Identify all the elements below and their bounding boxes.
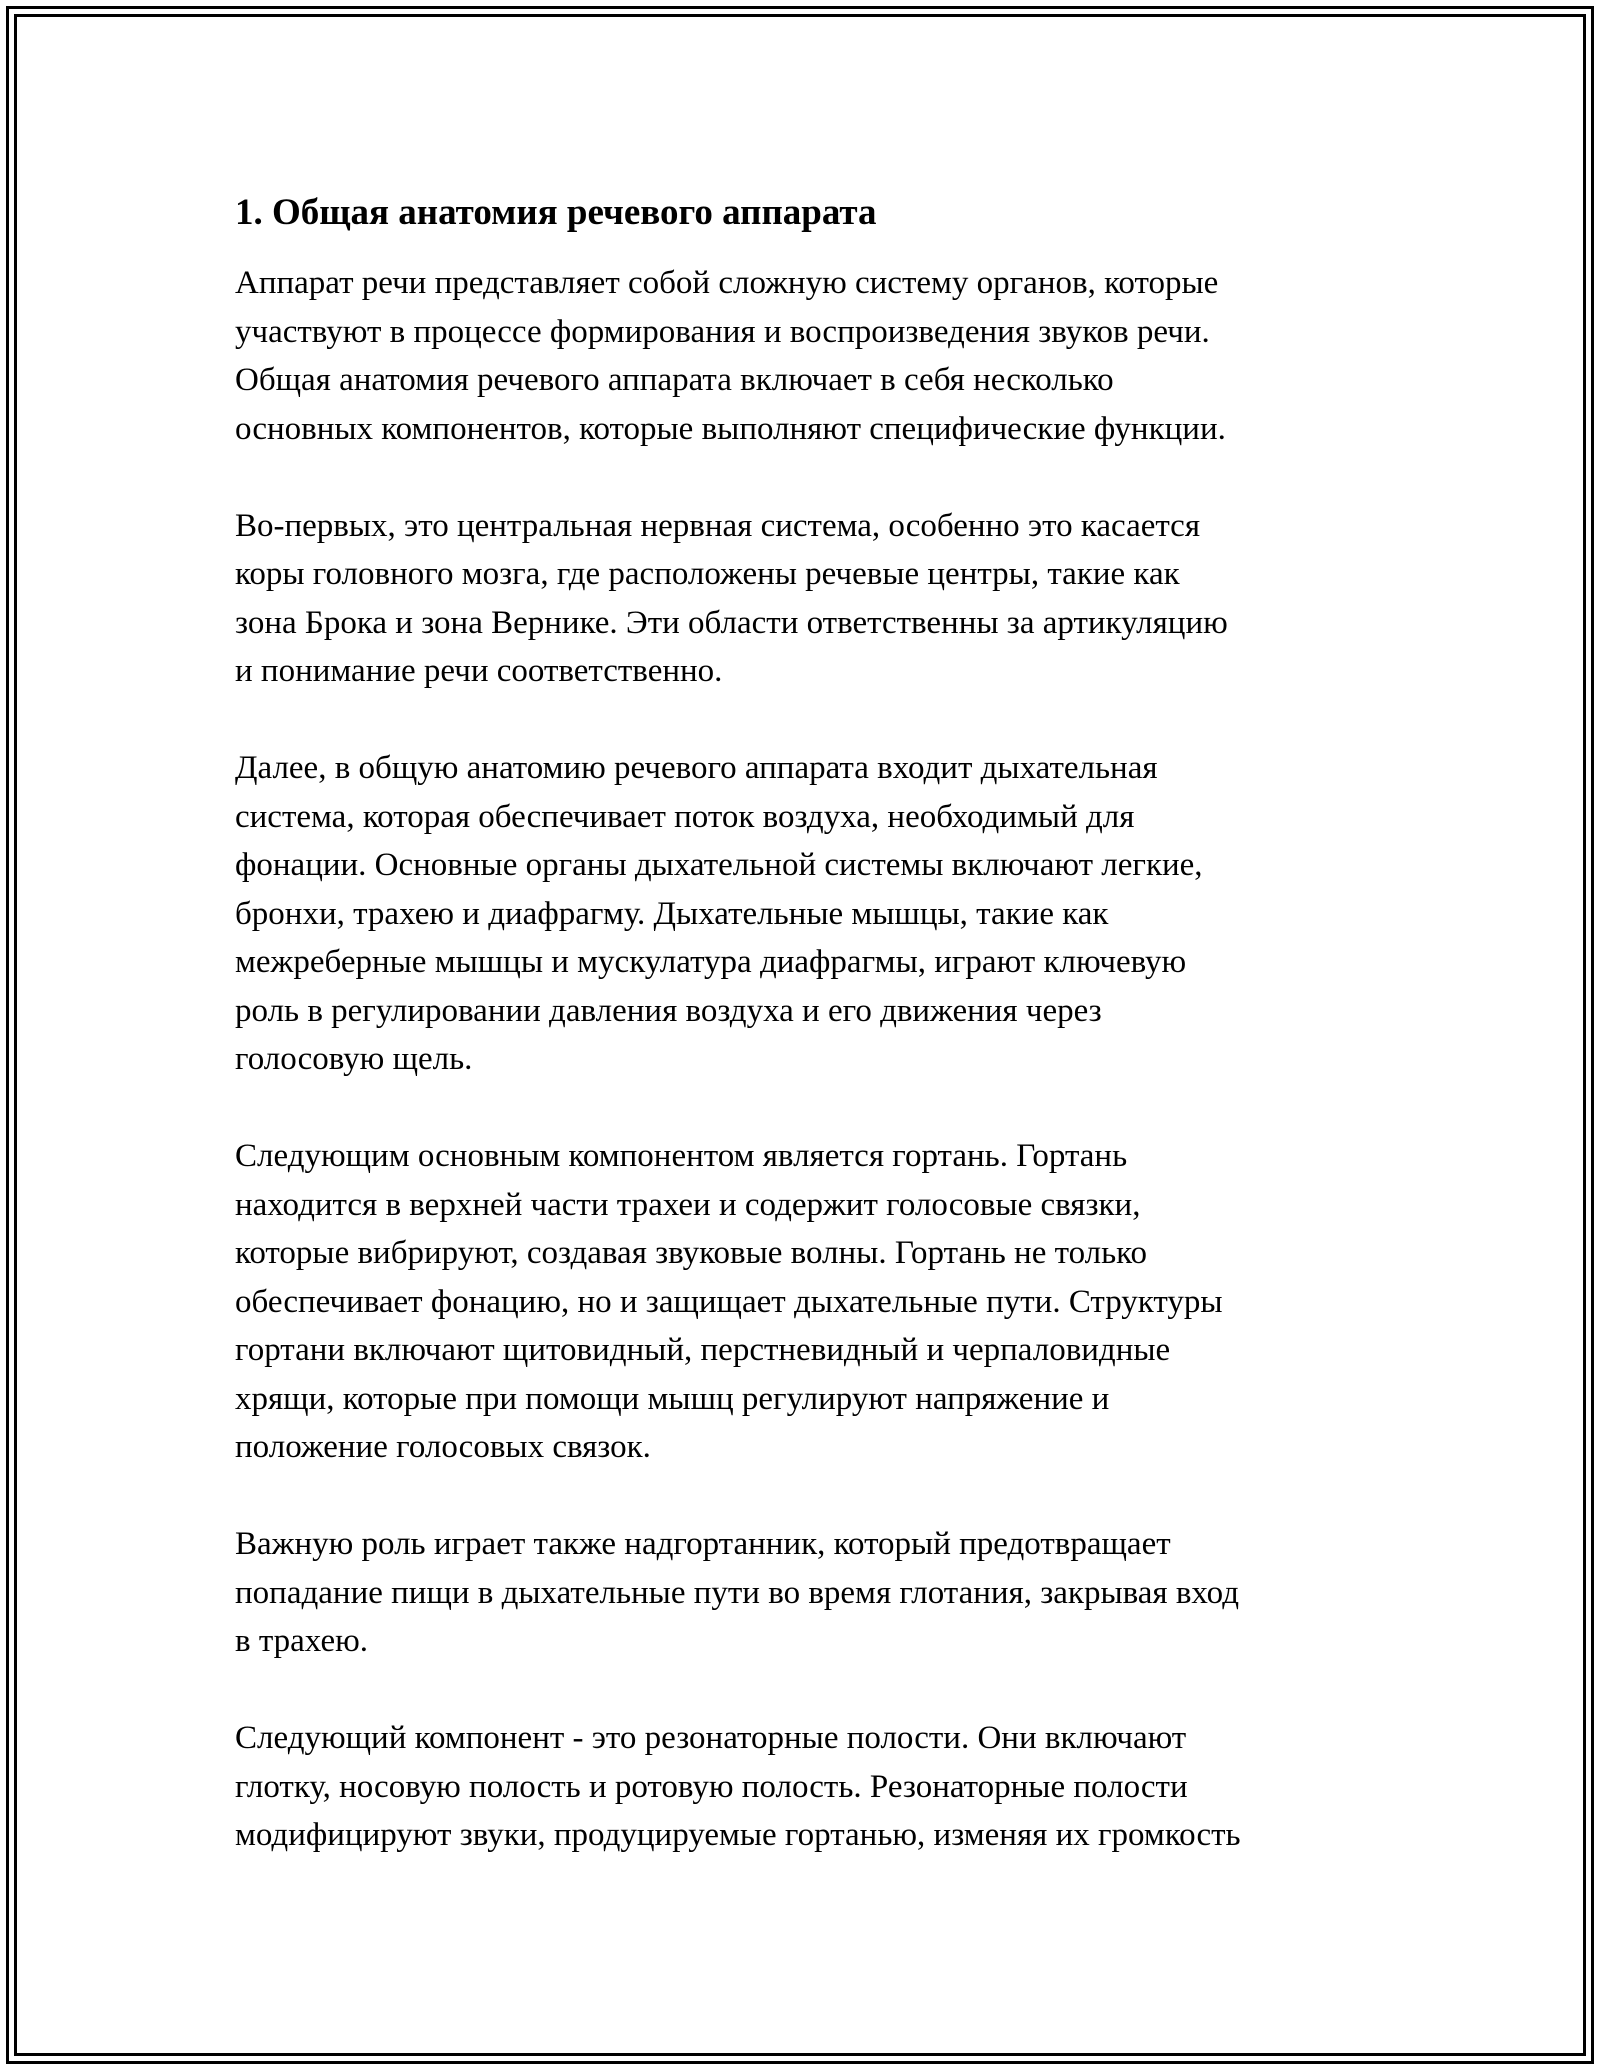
paragraph-line: коры головного мозга, где расположены речевые центры, такие как <box>235 556 1180 592</box>
paragraph-line: и понимание речи соответственно. <box>235 653 723 689</box>
paragraph-line: участвуют в процессе формирования и воспроизведения звуков речи. <box>235 313 1210 350</box>
paragraph-line: бронхи, трахею и диафрагму. Дыхательные мышцы, такие как <box>235 895 1109 932</box>
paragraph-line: гортани включают щитовидный, перстневидный и черпаловидные <box>235 1332 1171 1368</box>
paragraph-line: Далее, в общую анатомию речевого аппарата входит дыхательная <box>235 750 1158 786</box>
paragraph-line: фонации. Основные органы дыхательной системы включают легкие, <box>235 847 1203 883</box>
paragraph-line: Важную роль играет также надгортанник, который предотвращает <box>235 1526 1171 1562</box>
paragraph-line: положение голосовых связок. <box>235 1429 651 1465</box>
paragraph-line: в трахею. <box>235 1623 369 1659</box>
paragraph-line: которые вибрируют, создавая звуковые волны. Гортань не только <box>235 1235 1148 1271</box>
paragraph-line: Общая анатомия речевого аппарата включает в себя несколько <box>235 362 1114 398</box>
paragraph-line: межреберные мышцы и мускулатура диафрагмы, играют ключевую <box>235 944 1187 980</box>
paragraph <box>235 1132 1385 1472</box>
paragraph <box>235 1520 1385 1666</box>
paragraph <box>235 1714 1385 1860</box>
paragraph-line: система, которая обеспечивает поток воздуха, необходимый для <box>235 798 1135 835</box>
paragraph-line: голосовую щель. <box>235 1041 473 1077</box>
paragraph-line: зона Брока и зона Вернике. Эти области ответственны за артикуляцию <box>235 604 1228 641</box>
paragraph-line: Следующий компонент - это резонаторные полости. Они включают <box>235 1720 1187 1756</box>
paragraph-line: глотку, носовую полость и ротовую полость. Резонаторные полости <box>235 1768 1188 1805</box>
paragraph-line: модифицируют звуки, продуцируемые гортанью, изменяя их громкость <box>235 1817 1241 1853</box>
paragraph-line: попадание пищи в дыхательные пути во время глотания, закрывая вход <box>235 1574 1240 1611</box>
section-heading: 1. Общая анатомия речевого аппарата <box>235 192 877 233</box>
paragraph-line: Во-первых, это центральная нервная система, особенно это касается <box>235 507 1201 544</box>
paragraph-line: Аппарат речи представляет собой сложную систему органов, которые <box>235 265 1219 301</box>
paragraph <box>235 259 1385 453</box>
paragraph-line: находится в верхней части трахеи и содержит голосовые связки, <box>235 1186 1141 1223</box>
paragraph <box>235 744 1385 1084</box>
paragraph-line: роль в регулировании давления воздуха и его движения через <box>235 992 1102 1029</box>
paragraphs-container <box>235 259 1385 1860</box>
paragraph-line: Следующим основным компонентом является гортань. Гортань <box>235 1138 1128 1174</box>
paragraph-line: хрящи, которые при помощи мышц регулируют напряжение и <box>235 1380 1110 1417</box>
paragraph-line: основных компонентов, которые выполняют специфические функции. <box>235 410 1226 447</box>
paragraph-line: обеспечивает фонацию, но и защищает дыхательные пути. Структуры <box>235 1283 1223 1320</box>
paragraph <box>235 502 1385 696</box>
document-body <box>235 185 1385 1908</box>
